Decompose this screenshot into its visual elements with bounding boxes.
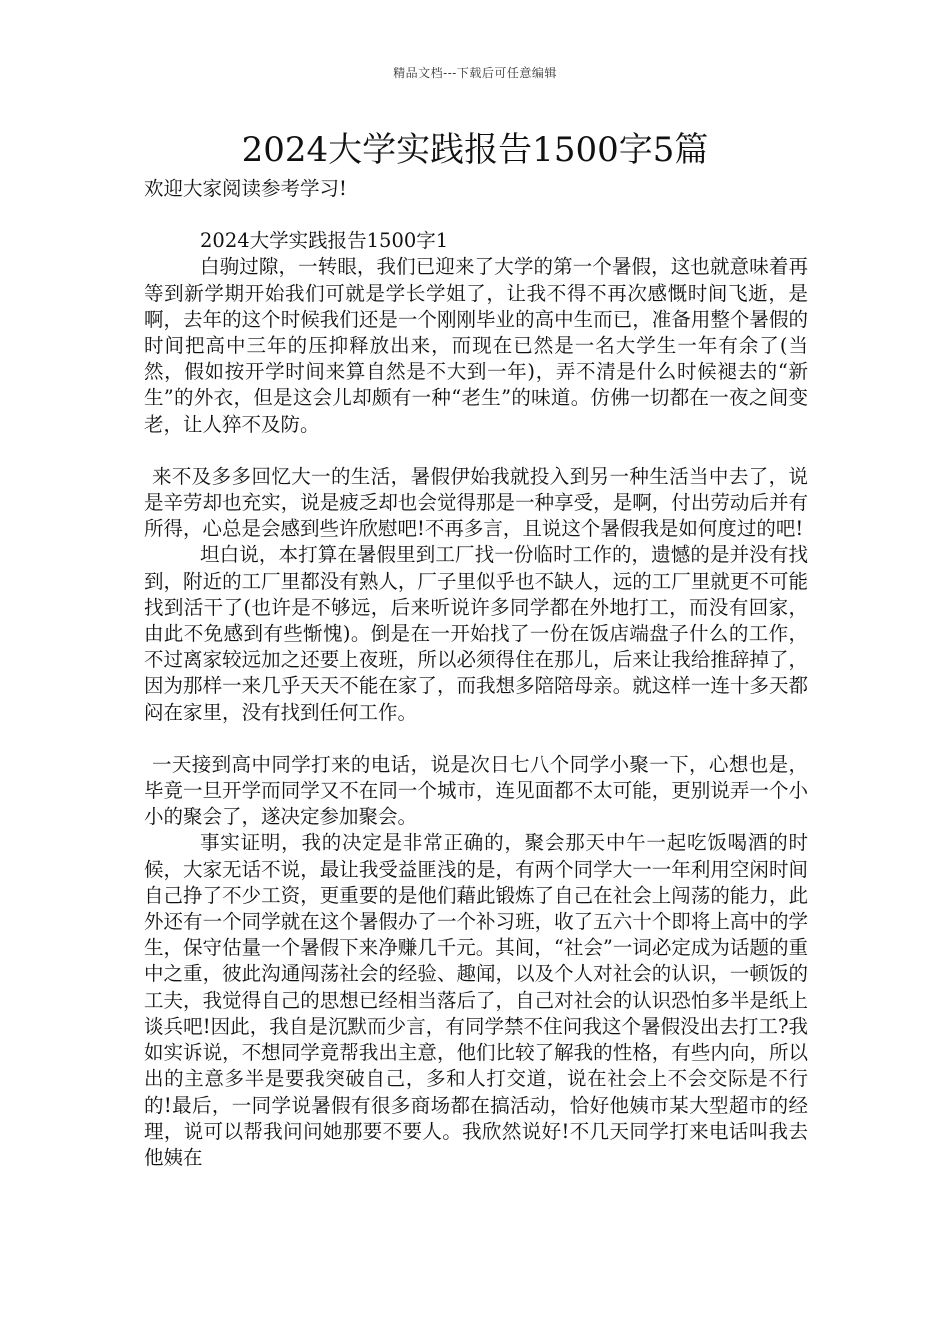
section-heading: 2024大学实践报告1500字1 <box>200 229 449 253</box>
paragraph-2: 来不及多多回忆大一的生活，暑假伊始我就投入到另一种生活当中去了，说是辛劳却也充实，说是疲乏却也会觉得那是一种享受，是啊，付出劳动后并有所得，心总是会感到些许欣慰吧!不再多言，且说这个暑假我是如何度过的吧! <box>144 464 808 541</box>
paragraph-5: 事实证明，我的决定是非常正确的，聚会那天中午一起吃饭喝酒的时候，大家无话不说，最让我受益匪浅的是，有两个同学大一一年利用空闲时间自己挣了不少工资，更重要的是他们藉此锻炼了自己在社会上闯荡的能力，此外还有一个同学就在这个暑假办了一个补习班，收了五六十个即将上高中的学生，保守估量一个暑假下来净赚几千元。其间，“社会”一词必定成为话题的重中之重，彼此沟通闯荡社会的经验、趣闻，以及个人对社会的认识，一顿饭的工夫，我觉得自己的思想已经相当落后了，自己对社会的认识恐怕多半是纸上谈兵吧!因此，我自是沉默而少言，有同学禁不住问我这个暑假没出去打工?我如实诉说，不想同学竟帮我出主意，他们比较了解我的性格，有些内向，所以出的主意多半是要我突破自己，多和人打交道，说在社会上不会交际是不行的!最后，一同学说暑假有很多商场都在搞活动，恰好他姨市某大型超市的经理，说可以帮我问问她那要不要人。我欣然说好!不几天同学打来电话叫我去他姨在 <box>144 831 808 1169</box>
document-body <box>144 176 808 1171</box>
paragraph-4: 一天接到高中同学打来的电话，说是次日七八个同学小聚一下，心想也是，毕竟一旦开学而同学又不在同一个城市，连见面都不太可能，更别说弄一个小小的聚会了，遂决定参加聚会。 <box>144 752 808 829</box>
header-note: 精品文档---下载后可任意编辑 <box>393 66 557 80</box>
paragraph-1: 白驹过隙，一转眼，我们已迎来了大学的第一个暑假，这也就意味着再等到新学期开始我们可就是学长学姐了，让我不得不再次感慨时间飞逝，是啊，去年的这个时候我们还是一个刚刚毕业的高中生而已，准备用整个暑假的时间把高中三年的压抑释放出来，而现在已然是一名大学生一年有余了(当然，假如按开学时间来算自然是不大到一年)，弄不清是什么时候褪去的“新生”的外衣，但是这会儿却颇有一种“老生”的味道。仿佛一切都在一夜之间变老，让人猝不及防。 <box>144 255 808 436</box>
document-title: 2024大学实践报告1500字5篇 <box>241 130 709 170</box>
intro-line: 欢迎大家阅读参考学习! <box>144 177 347 200</box>
paragraph-3: 坦白说，本打算在暑假里到工厂找一份临时工作的，遗憾的是并没有找到，附近的工厂里都没有熟人，厂子里似乎也不缺人，远的工厂里就更不可能找到活干了(也许是不够远，后来听说许多同学都在外地打工，而没有回家，由此不免感到有些惭愧)。倒是在一开始找了一份在饭店端盘子什么的工作，不过离家较远加之还要上夜班，所以必须得住在那儿，后来让我给推辞掉了，因为那样一来几乎天天不能在家了，而我想多陪陪母亲。就这样一连十多天都闷在家里，没有找到任何工作。 <box>144 543 808 724</box>
